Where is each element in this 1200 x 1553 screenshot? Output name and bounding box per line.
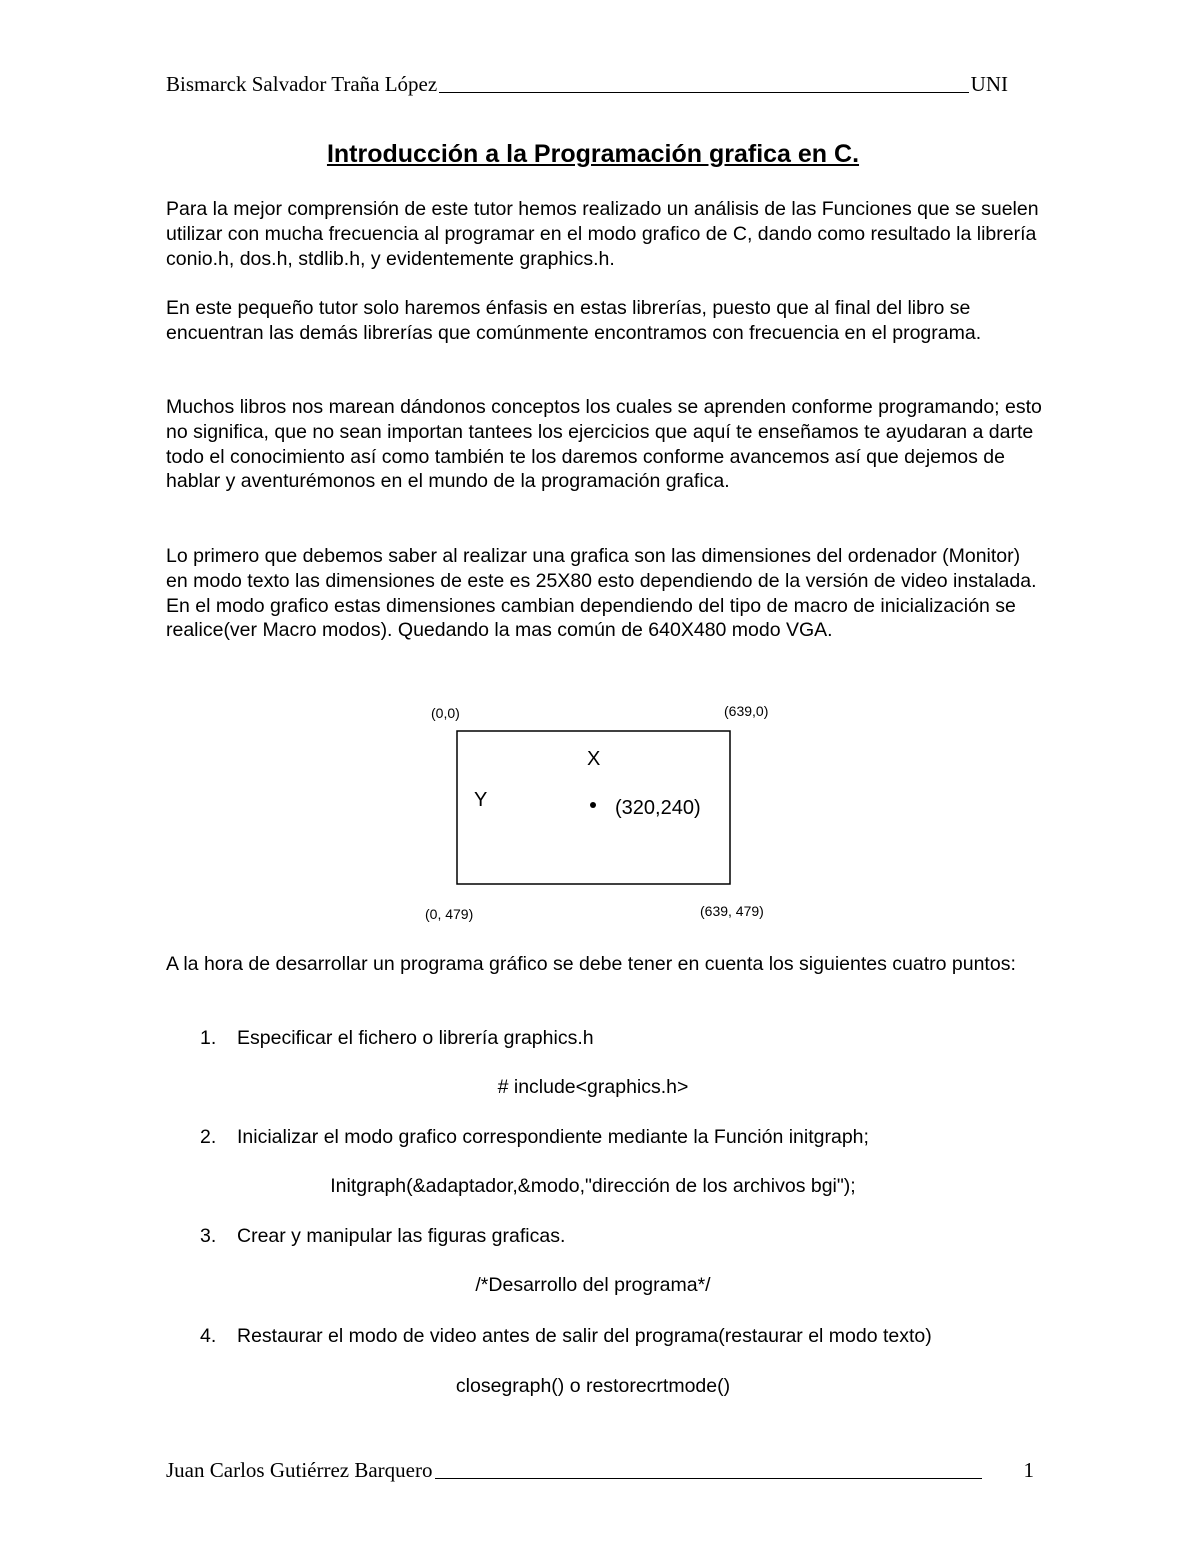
step-number: 1. (200, 1027, 217, 1049)
step-text: Especificar el fichero o librería graphics.h (237, 1027, 594, 1049)
paragraph-1: Para la mejor comprensión de este tutor hemos realizado un análisis de las Funciones que se suelen utilizar con mucha frecuencia al programar en el modo grafico de C, dando como resultado la librería conio.h, dos.h, stdlib.h, y evidentemente graphics.h. (166, 198, 1039, 270)
label-x-axis: X (587, 748, 601, 770)
step-item-3 (200, 1224, 1060, 1248)
label-top-left: (0,0) (431, 705, 460, 721)
label-bottom-right: (639, 479) (700, 903, 764, 919)
step-item-2 (200, 1125, 1060, 1149)
paragraph-2: En este pequeño tutor solo haremos énfasis en estas librerías, puesto que al final del libro se encuentran las demás librerías que comúnmente encontramos con frecuencia en el programa. (166, 297, 982, 344)
label-center-point: (320,240) (615, 797, 701, 819)
header-institution: UNI (970, 72, 1008, 96)
step-number: 4. (200, 1325, 217, 1347)
footer-author: Juan Carlos Gutiérrez Barquero (166, 1458, 433, 1482)
step-item-1 (200, 1026, 1060, 1050)
label-y-axis: Y (474, 789, 488, 811)
step-text: Restaurar el modo de video antes de salir del programa(restaurar el modo texto) (237, 1325, 932, 1347)
center-point-dot (590, 802, 596, 808)
step-number: 2. (200, 1126, 217, 1148)
steps-intro: A la hora de desarrollar un programa gráfico se debe tener en cuenta los siguientes cuatro puntos: (166, 953, 1016, 975)
step-code-1: # include<graphics.h> (497, 1076, 689, 1098)
label-bottom-left: (0, 479) (425, 906, 474, 922)
step-text: Crear y manipular las figuras graficas. (237, 1225, 566, 1247)
footer-rule (435, 1478, 982, 1479)
screen-coordinates-diagram (400, 690, 800, 930)
page-number: 1 (1023, 1458, 1034, 1482)
diagram-svg (400, 690, 800, 930)
step-code-2: Initgraph(&adaptador,&modo,"dirección de los archivos bgi"); (330, 1175, 856, 1197)
page-footer (166, 1458, 1034, 1483)
paragraph-4: Lo primero que debemos saber al realizar una grafica son las dimensiones del ordenador (Monitor) en modo texto las dimensiones de este es 25X80 esto dependiendo de la versión de video instalada. En el modo grafico estas dimensiones cambian dependiendo del tipo de macro de inicialización se realice(ver Macro modos). Quedando la mas común de 640X480 modo VGA. (166, 545, 1037, 642)
paragraph-3: Muchos libros nos marean dándonos conceptos los cuales se aprenden conforme programando; esto no significa, que no sean importan tantees los ejercicios que aquí te enseñamos te ayudaran a darte todo el conocimiento así como también te los daremos conforme avancemos así que dejemos de hablar y aventurémonos en el mundo de la programación grafica. (166, 396, 1042, 493)
step-code-4: closegraph() o restorecrtmode() (455, 1375, 731, 1397)
step-text: Inicializar el modo grafico correspondiente mediante la Función initgraph; (237, 1126, 869, 1148)
page-header (166, 72, 1008, 97)
header-rule (439, 92, 968, 93)
step-number: 3. (200, 1225, 217, 1247)
header-author: Bismarck Salvador Traña López (166, 72, 438, 96)
step-item-4 (200, 1324, 1060, 1348)
document-title: Introducción a la Programación grafica en C. (326, 140, 860, 168)
label-top-right: (639,0) (724, 703, 769, 719)
step-code-3: /*Desarrollo del programa*/ (475, 1274, 711, 1296)
